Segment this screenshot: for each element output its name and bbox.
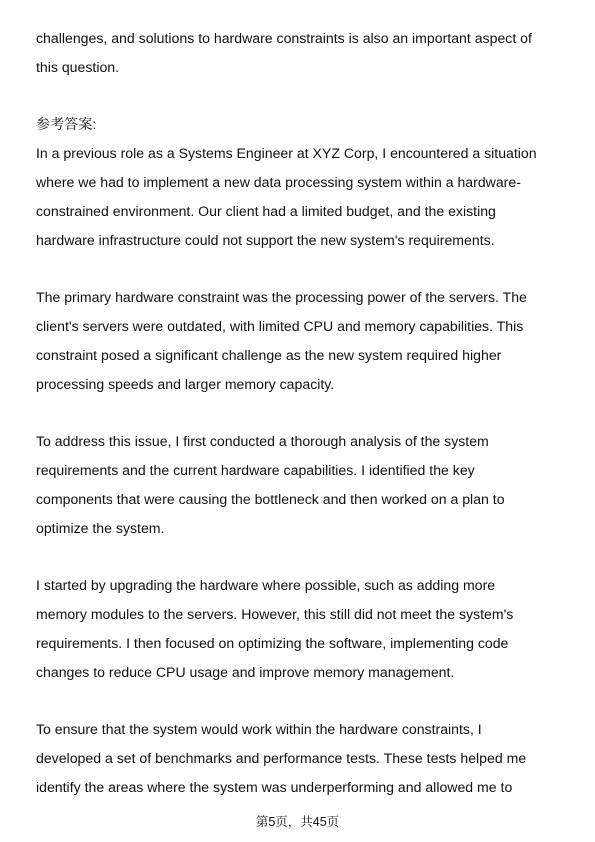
- paragraph-spacer: [36, 686, 561, 715]
- text-line: requirements. I then focused on optimizing the software, implementing code: [36, 634, 509, 651]
- text-line: this question.: [36, 58, 120, 75]
- text-line: components that were causing the bottleneck and then worked on a plan to: [36, 490, 505, 507]
- answer-paragraph-4: [36, 571, 561, 686]
- text-line: requirements and the current hardware capabilities. I identified the key: [36, 461, 475, 478]
- paragraph-spacer: [36, 398, 561, 427]
- text-line: changes to reduce CPU usage and improve memory management.: [36, 663, 455, 680]
- intro-paragraph: [36, 24, 561, 82]
- text-line: constraint posed a significant challenge as the new system required higher: [36, 346, 502, 363]
- text-line: hardware infrastructure could not support the new system's requirements.: [36, 231, 495, 248]
- paragraph-spacer: [36, 82, 561, 111]
- answer-paragraph-1: [36, 139, 561, 254]
- text-line: In a previous role as a Systems Engineer at XYZ Corp, I encountered a situation: [36, 145, 537, 162]
- answer-heading: 参考答案:: [36, 116, 97, 133]
- text-line: processing speeds and larger memory capacity.: [36, 375, 335, 392]
- text-line: To address this issue, I first conducted a thorough analysis of the system: [36, 433, 489, 450]
- document-body: [36, 24, 561, 802]
- text-line: developed a set of benchmarks and performance tests. These tests helped me: [36, 749, 527, 766]
- text-line: client's servers were outdated, with limited CPU and memory capabilities. This: [36, 317, 524, 334]
- text-line: challenges, and solutions to hardware constraints is also an important aspect of: [36, 30, 532, 46]
- text-line: memory modules to the servers. However, this still did not meet the system's: [36, 605, 514, 622]
- answer-paragraph-3: [36, 427, 561, 542]
- paragraph-spacer: [36, 254, 561, 283]
- text-line: constrained environment. Our client had a limited budget, and the existing: [36, 202, 496, 219]
- text-line: The primary hardware constraint was the processing power of the servers. The: [36, 289, 527, 306]
- answer-paragraph-5: [36, 715, 561, 801]
- text-line: I started by upgrading the hardware where possible, such as adding more: [36, 577, 496, 594]
- text-line: identify the areas where the system was underperforming and allowed me to: [36, 778, 513, 795]
- answer-paragraph-2: [36, 283, 561, 398]
- paragraph-spacer: [36, 542, 561, 571]
- page-footer: [0, 812, 595, 832]
- text-line: To ensure that the system would work within the hardware constraints, I: [36, 721, 482, 738]
- text-line: where we had to implement a new data processing system within a hardware-: [36, 173, 521, 190]
- page-indicator: 第5页，共45页: [255, 815, 340, 829]
- text-line: optimize the system.: [36, 519, 165, 536]
